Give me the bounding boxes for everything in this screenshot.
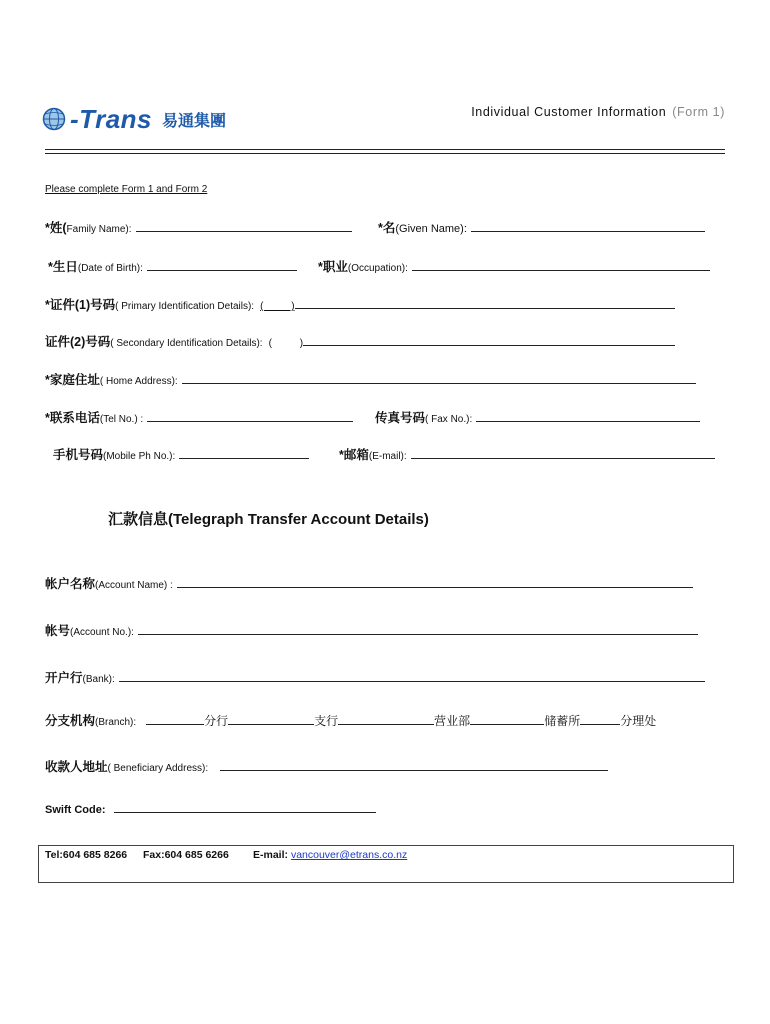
account-no-field[interactable] [138, 625, 698, 635]
given-name-label-cn: *名 [378, 221, 396, 235]
footer-tel: Tel:604 685 8266 [45, 849, 128, 861]
account-no-label-cn: 帐号 [45, 624, 71, 638]
primary-id-type-field[interactable]: ( ) [260, 301, 295, 312]
branch-label-en: (Branch): [95, 717, 137, 728]
dob-label-en: (Date of Birth): [77, 263, 143, 274]
tel-field[interactable] [147, 412, 353, 422]
secondary-id-field[interactable] [303, 336, 675, 346]
account-name-label-cn: 帐户名称 [45, 577, 96, 591]
dob-field[interactable] [147, 261, 297, 271]
family-name-label-en: Family Name): [66, 224, 132, 235]
occupation-row [318, 257, 710, 275]
beneficiary-field[interactable] [220, 761, 608, 771]
account-name-row [45, 574, 693, 592]
primary-id-row [45, 295, 675, 313]
logo-chinese-name: 易通集團 [162, 110, 227, 130]
home-address-field[interactable] [182, 374, 696, 384]
footer-email-label: E-mail: [253, 849, 289, 861]
swift-field[interactable] [114, 803, 376, 813]
email-label-en: (E-mail): [368, 451, 407, 462]
family-name-row [45, 218, 352, 236]
fax-label-cn: 传真号码 [375, 411, 426, 425]
occupation-field[interactable] [412, 261, 710, 271]
bank-label-cn: 开户行 [45, 671, 83, 685]
beneficiary-row [45, 757, 608, 775]
primary-id-label-en: ( Primary Identification Details): [115, 301, 255, 312]
company-logo [42, 104, 226, 134]
home-address-row [45, 370, 696, 388]
form-title [471, 105, 725, 119]
home-address-label-cn: *家庭住址 [45, 373, 100, 387]
header-divider [45, 149, 725, 155]
branch-part-office: 营业部 [434, 714, 471, 728]
logo-text: -Trans [70, 103, 152, 134]
tel-label-en: (Tel No.) : [99, 414, 144, 425]
fax-label-en: ( Fax No.): [425, 414, 473, 425]
swift-row [45, 803, 376, 816]
bank-label-en: (Bank): [82, 674, 115, 685]
secondary-id-label-cn: 证件(2)号码 [45, 335, 111, 349]
bank-row [45, 668, 705, 686]
dob-label-cn: *生日 [48, 260, 78, 274]
secondary-id-row [45, 332, 675, 350]
branch-row [45, 711, 656, 729]
branch-label-cn: 分支机构 [45, 714, 96, 728]
branch-sub-field[interactable] [580, 715, 620, 725]
branch-part-zhihang: 支行 [314, 714, 339, 728]
footer-email [253, 849, 407, 861]
tel-row [45, 408, 353, 426]
swift-label: Swift Code: [45, 804, 106, 816]
secondary-id-label-en: ( Secondary Identification Details): [110, 338, 263, 349]
branch-office-field[interactable] [338, 715, 434, 725]
tel-label-cn: *联系电话 [45, 411, 100, 425]
email-row [339, 445, 715, 463]
mobile-label-en: (Mobile Ph No.): [103, 451, 176, 462]
fax-row [375, 408, 700, 426]
primary-id-label-cn: *证件(1)号码 [45, 298, 116, 312]
form-title-text: Individual Customer Information [471, 105, 667, 119]
form-number: (Form 1) [672, 105, 725, 119]
email-label-cn: *邮箱 [339, 448, 369, 462]
contact-footer [38, 845, 734, 883]
branch-savings-field[interactable] [470, 715, 544, 725]
account-no-row [45, 621, 698, 639]
globe-icon [42, 107, 66, 131]
given-name-field[interactable] [471, 222, 705, 232]
beneficiary-label-cn: 收款人地址 [45, 760, 108, 774]
dob-row [48, 257, 297, 275]
family-name-field[interactable] [136, 222, 352, 232]
branch-zhihang-field[interactable] [228, 715, 314, 725]
account-name-label-en: (Account Name) : [95, 580, 173, 591]
home-address-label-en: ( Home Address): [99, 376, 178, 387]
secondary-id-type-field[interactable]: ( ) [268, 338, 304, 349]
email-field[interactable] [411, 449, 715, 459]
branch-part-savings: 储蓄所 [544, 714, 581, 728]
given-name-label-en: (Given Name): [395, 223, 467, 235]
family-name-label-cn: *姓( [45, 221, 67, 235]
instruction-text: Please complete Form 1 and Form 2 [45, 184, 208, 195]
mobile-label-cn: 手机号码 [53, 448, 104, 462]
branch-city-field[interactable] [146, 715, 204, 725]
bank-field[interactable] [119, 672, 705, 682]
footer-email-link[interactable]: vancouver@etrans.co.nz [290, 849, 408, 861]
branch-part-fenhang: 分行 [204, 714, 229, 728]
mobile-row [53, 445, 309, 463]
primary-id-field[interactable] [295, 299, 675, 309]
account-name-field[interactable] [177, 578, 693, 588]
fax-field[interactable] [476, 412, 700, 422]
occupation-label-cn: *职业 [318, 260, 348, 274]
branch-part-sub: 分理处 [620, 714, 657, 728]
footer-fax: Fax:604 685 6266 [143, 849, 229, 861]
given-name-row [378, 218, 705, 236]
section-title: 汇款信息(Telegraph Transfer Account Details) [108, 511, 429, 528]
account-no-label-en: (Account No.): [70, 627, 134, 638]
beneficiary-label-en: ( Beneficiary Address): [107, 763, 209, 774]
occupation-label-en: (Occupation): [347, 263, 408, 274]
mobile-field[interactable] [179, 449, 309, 459]
